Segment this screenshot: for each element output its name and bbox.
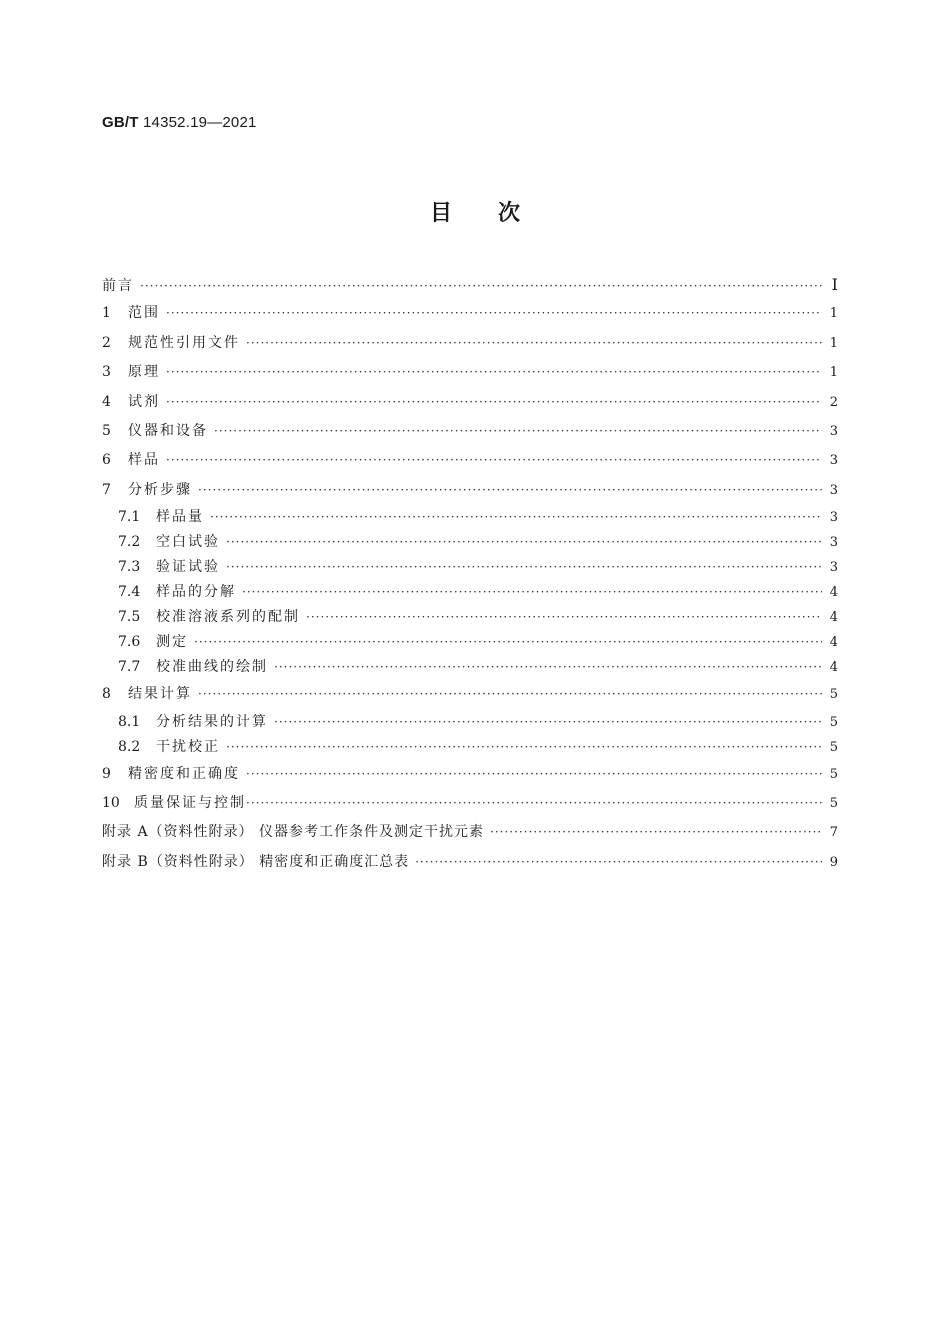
toc-entry-label: 原理 [128, 364, 160, 381]
toc-entry-page: 3 [829, 453, 838, 469]
dot-leader [242, 580, 822, 605]
toc-entry-page: 5 [829, 766, 838, 782]
toc-entry-page: 3 [829, 535, 838, 551]
toc-entry-label: 空白试验 [156, 534, 220, 551]
dot-leader [226, 735, 822, 760]
toc-entry-label: 分析结果的计算 [156, 713, 268, 730]
toc-entry-number: 8 [102, 686, 111, 703]
toc-entry-10[interactable] [102, 789, 838, 818]
toc-entry-page: 4 [829, 635, 838, 651]
dot-leader [166, 446, 822, 475]
toc-entry-number: 9 [102, 765, 111, 782]
toc-entry-page: 1 [829, 365, 838, 381]
dot-leader [226, 555, 822, 580]
toc-entry-8-2[interactable] [102, 735, 838, 760]
toc-entry-number: 3 [102, 364, 111, 381]
toc-entry-number: 7.5 [118, 609, 141, 626]
dot-leader [246, 789, 822, 818]
dot-leader [166, 358, 822, 387]
toc-entry-page: 5 [829, 795, 838, 811]
toc-entry-page: 1 [829, 306, 838, 322]
dot-leader [274, 655, 822, 680]
toc-entry-2[interactable] [102, 329, 838, 358]
table-of-contents [102, 270, 838, 877]
toc-entry-1[interactable] [102, 299, 838, 328]
toc-entry-label: 精密度和正确度 [128, 765, 240, 782]
dot-leader [246, 329, 822, 358]
toc-entry-page: 7 [829, 825, 838, 841]
toc-entry-annex-a[interactable] [102, 818, 838, 847]
toc-entry-3[interactable] [102, 358, 838, 387]
toc-entry-page: 4 [829, 610, 838, 626]
toc-entry-number: 7 [102, 481, 111, 498]
toc-entry-page: 2 [829, 394, 838, 410]
toc-entry-number: 8.2 [118, 738, 141, 755]
toc-entry-page: 4 [829, 585, 838, 601]
toc-entry-8[interactable] [102, 680, 838, 709]
toc-entry-label: 验证试验 [156, 559, 220, 576]
toc-entry-number: 7.3 [118, 559, 141, 576]
toc-entry-7-3[interactable] [102, 555, 838, 580]
toc-entry-page: 4 [829, 660, 838, 676]
dot-leader [415, 848, 822, 877]
dot-leader [306, 605, 822, 630]
toc-entry-label: 结果计算 [128, 686, 192, 703]
toc-entry-label: 范围 [128, 305, 160, 322]
dot-leader [166, 388, 822, 417]
dot-leader [194, 630, 822, 655]
toc-entry-7-6[interactable] [102, 630, 838, 655]
toc-entry-number: 2 [102, 334, 111, 351]
toc-entry-label: 样品的分解 [156, 584, 236, 601]
dot-leader [274, 710, 822, 735]
toc-entry-label: 样品量 [156, 509, 204, 526]
toc-entry-label: 前言 [102, 278, 134, 294]
toc-entry-page: 3 [829, 560, 838, 576]
toc-entry-6[interactable] [102, 446, 838, 475]
toc-entry-7-5[interactable] [102, 605, 838, 630]
toc-entry-page: 5 [829, 687, 838, 703]
toc-entry-label: 规范性引用文件 [128, 334, 240, 351]
toc-entry-number: 7.7 [118, 659, 141, 676]
toc-entry-7-7[interactable] [102, 655, 838, 680]
toc-entry-label: 样品 [128, 452, 160, 469]
toc-entry-foreword[interactable] [102, 270, 838, 299]
dot-leader [246, 760, 822, 789]
toc-entry-page: 5 [829, 714, 838, 730]
toc-entry-page: 5 [829, 739, 838, 755]
toc-entry-4[interactable] [102, 388, 838, 417]
toc-entry-9[interactable] [102, 760, 838, 789]
dot-leader [210, 505, 822, 530]
toc-entry-page: 3 [829, 423, 838, 439]
toc-entry-page: 9 [829, 854, 838, 870]
toc-entry-number: 6 [102, 452, 111, 469]
dot-leader [214, 417, 822, 446]
toc-entry-number: 7.4 [118, 584, 141, 601]
toc-entry-number: 7.1 [118, 509, 141, 526]
dot-leader [140, 272, 822, 301]
toc-entry-label: 校准溶液系列的配制 [156, 609, 300, 626]
toc-entry-7-1[interactable] [102, 505, 838, 530]
toc-entry-number: 7.6 [118, 634, 141, 651]
page-title: 目次 [429, 201, 566, 226]
dot-leader [490, 818, 822, 847]
toc-entry-7[interactable] [102, 476, 838, 505]
toc-entry-number: 8.1 [118, 713, 141, 730]
toc-entry-7-4[interactable] [102, 580, 838, 605]
standard-code [102, 114, 257, 131]
standard-prefix: GB/T [102, 114, 139, 131]
toc-entry-label: 质量保证与控制 [134, 794, 246, 811]
toc-entry-page: 3 [829, 510, 838, 526]
toc-entry-number: 1 [102, 305, 111, 322]
toc-entry-page: 3 [829, 482, 838, 498]
toc-entry-5[interactable] [102, 417, 838, 446]
toc-entry-label: 测定 [156, 634, 188, 651]
toc-entry-label: 分析步骤 [128, 481, 192, 498]
standard-number: 14352.19—2021 [143, 114, 257, 131]
toc-entry-7-2[interactable] [102, 530, 838, 555]
dot-leader [198, 476, 822, 505]
toc-entry-label: 干扰校正 [156, 738, 220, 755]
toc-entry-label: 校准曲线的绘制 [156, 659, 268, 676]
toc-entry-label: 附录 B（资料性附录） 精密度和正确度汇总表 [102, 853, 410, 870]
toc-entry-label: 仪器和设备 [128, 422, 208, 439]
toc-entry-number: 7.2 [118, 534, 141, 551]
toc-entry-page: 1 [829, 335, 838, 351]
toc-entry-annex-b[interactable] [102, 848, 838, 877]
dot-leader [198, 680, 822, 709]
toc-entry-8-1[interactable] [102, 710, 838, 735]
toc-entry-page: I [831, 275, 838, 294]
toc-entry-number: 10 [102, 794, 120, 811]
toc-entry-label: 附录 A（资料性附录） 仪器参考工作条件及测定干扰元素 [102, 824, 485, 841]
dot-leader [166, 299, 822, 328]
toc-entry-number: 5 [102, 422, 111, 439]
dot-leader [226, 530, 822, 555]
toc-entry-number: 4 [102, 393, 111, 410]
toc-entry-label: 试剂 [128, 393, 160, 410]
